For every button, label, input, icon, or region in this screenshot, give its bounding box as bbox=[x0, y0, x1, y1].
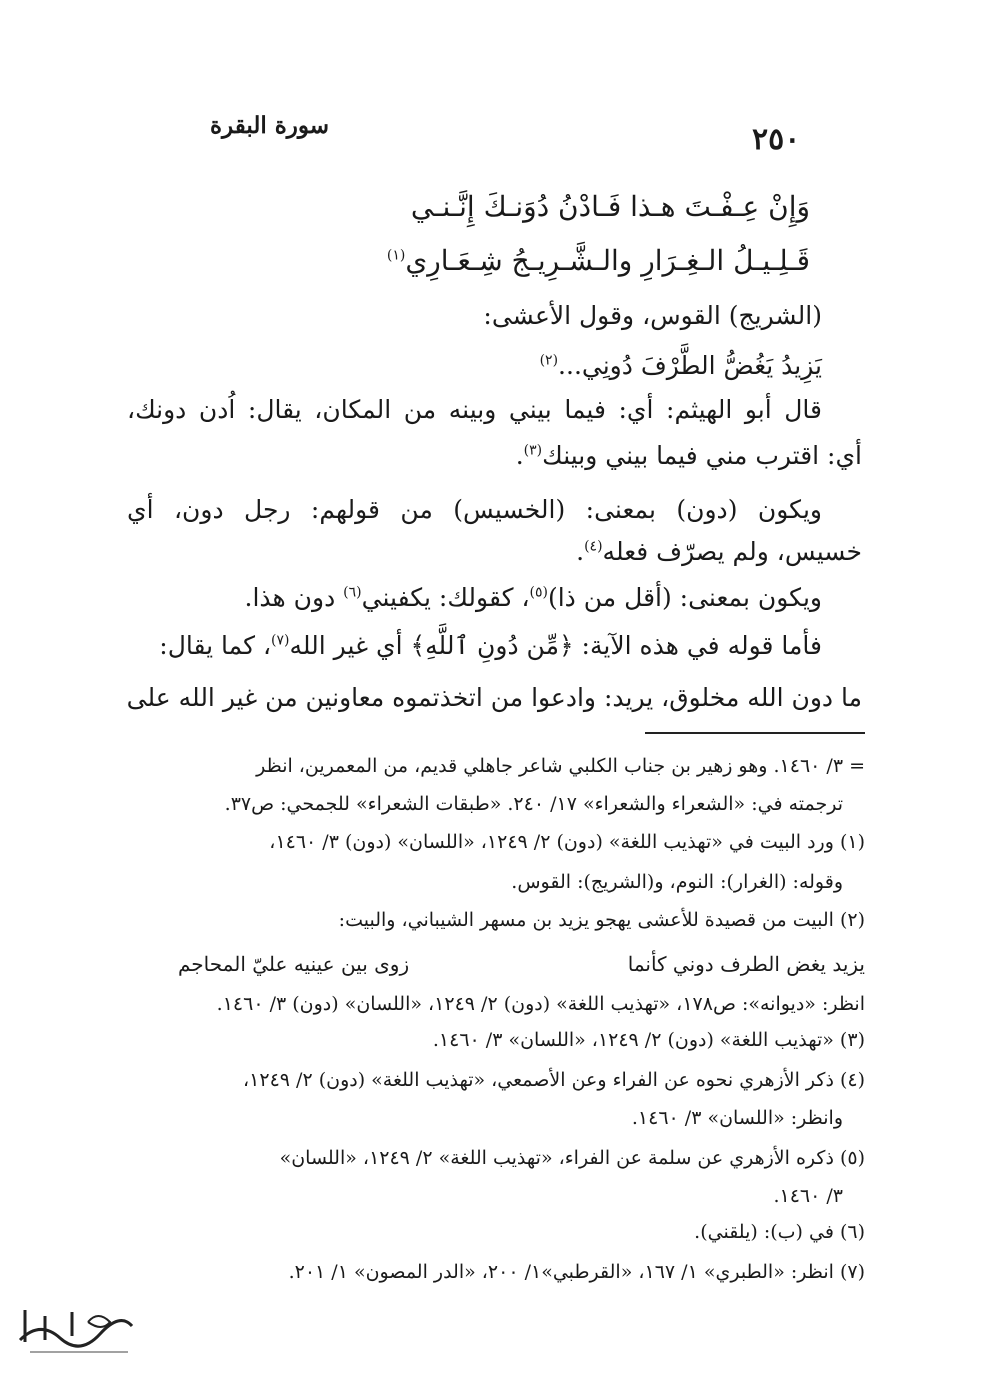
footnote-separator bbox=[645, 732, 865, 734]
body-line: ويكون بمعنى: (أقل من ذا)$^{(٥)}$، كقولك: يكفيني$^{(٦)}$ دون هذا. bbox=[244, 583, 822, 612]
poem-verse-line-1: وَإِنْ عِـفْـتَ هـذا فَـادْنُ دُوَنـكَ إِنَّـنـي bbox=[410, 190, 810, 223]
footnote-ref: (٤) bbox=[584, 538, 603, 555]
footnote-line: انظر: «ديوانه»: ص١٧٨، «تهذيب اللغة» (دون) ٢/ ١٢٤٩، «اللسان» (دون) ٣/ ١٤٦٠. bbox=[216, 993, 865, 1015]
publisher-logo bbox=[10, 1300, 140, 1360]
footnote-ref: (١) bbox=[386, 247, 406, 264]
poem-verse-line-2: قَـلِـيـلُ الـغِـرَارِ والـشَّـرِيـجُ شِـعَـارِي$^{(١)}$ bbox=[386, 244, 810, 277]
footnote-poem-second-half: زوى بين عينيه عليّ المحاجم bbox=[178, 952, 410, 976]
footnote-line: (٧) انظر: «الطبري» ١/ ١٦٧، «القرطبي»١/ ٢٠٠، «الدر المصون» ١/ ٢٠١. bbox=[288, 1261, 865, 1283]
footnote-line: وانظر: «اللسان» ٣/ ١٤٦٠. bbox=[631, 1107, 843, 1129]
footnote-line: (٤) ذكر الأزهري نحوه عن الفراء وعن الأصمعي، «تهذيب اللغة» (دون) ٢/ ١٢٤٩، bbox=[243, 1069, 865, 1091]
footnote-line: = ٣/ ١٤٦٠. وهو زهير بن جناب الكلبي شاعر جاهلي قديم، من المعمرين، انظر bbox=[256, 755, 865, 777]
surah-title: سورة البقرة bbox=[210, 112, 330, 139]
body-line: أي: اقترب مني فيما بيني وبينك$^{(٣)}$. bbox=[515, 441, 862, 470]
footnote-line: ترجمته في: «الشعراء والشعراء» ١٧/ ٢٤٠. «طبقات الشعراء» للجمحي: ص٣٧. bbox=[224, 793, 843, 815]
footnote-line: (٥) ذكره الأزهري عن سلمة عن الفراء، «تهذيب اللغة» ٢/ ١٢٤٩، «اللسان» bbox=[279, 1147, 865, 1169]
body-line: قال أبو الهيثم: أي: فيما بيني وبينه من المكان، يقال: اُدن دونك، bbox=[127, 395, 822, 424]
footnote-ref: (٧) bbox=[271, 632, 290, 649]
footnote-ref: (٥) bbox=[529, 584, 548, 601]
footnote-ref: (٢) bbox=[539, 352, 559, 369]
footnote-line: (١) ورد البيت في «تهذيب اللغة» (دون) ٢/ ١٢٤٩، «اللسان» (دون) ٣/ ١٤٦٠، bbox=[269, 831, 865, 853]
footnote-ref: (٣) bbox=[523, 442, 543, 459]
footnote-line: ٣/ ١٤٦٠. bbox=[773, 1185, 843, 1207]
footnote-line: (٣) «تهذيب اللغة» (دون) ٢/ ١٢٤٩، «اللسان» ٣/ ١٤٦٠. bbox=[432, 1029, 865, 1051]
body-line: (الشريج) القوس، وقول الأعشى: bbox=[483, 301, 822, 330]
footnote-line: (٦) في (ب): (يلقني). bbox=[694, 1221, 865, 1243]
body-line: خسيس، ولم يصرّف فعله$^{(٤)}$. bbox=[576, 537, 862, 566]
footnote-line: (٢) البيت من قصيدة للأعشى يهجو يزيد بن مسهر الشيباني، والبيت: bbox=[338, 909, 865, 931]
page-number: ٢٥٠ bbox=[752, 122, 801, 157]
body-line: ما دون الله مخلوق، يريد: وادعوا من اتخذتموه معاونين من غير الله على bbox=[126, 683, 862, 712]
footnote-line: وقوله: (الغرار): النوم، و(الشريج): القوس. bbox=[511, 871, 843, 893]
body-line: ويكون (دون) بمعنى: (الخسيس) من قولهم: رجل دون، أي bbox=[127, 495, 822, 524]
footnote-ref: (٦) bbox=[343, 584, 362, 601]
body-line: فأما قوله في هذه الآية: ﴿مِّن دُونِ ٱللَّهِ﴾ أي غير الله$^{(٧)}$، كما يقال: bbox=[159, 631, 822, 660]
footnote-poem-first-half: يزيد يغض الطرف دوني كأنما bbox=[627, 952, 865, 976]
body-line: يَزِيدُ يَغُضُّ الطَّرْفَ دُونِي...$^{(٢)}$ bbox=[539, 351, 822, 380]
